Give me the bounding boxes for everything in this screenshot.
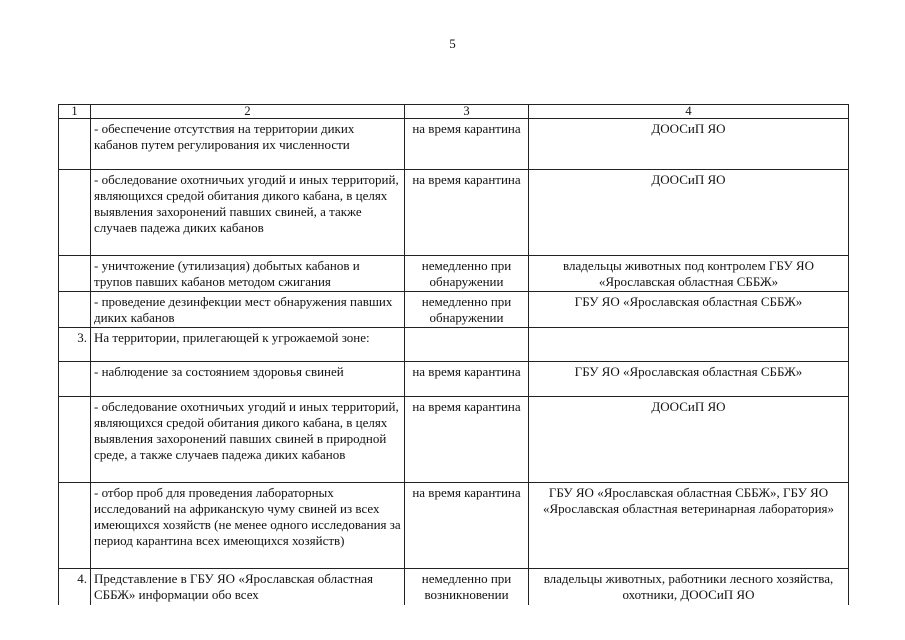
header-cell: 1	[59, 105, 91, 119]
term-text	[405, 328, 529, 362]
header-cell: 3	[405, 105, 529, 119]
executor-text	[529, 328, 849, 362]
measure-text: - обследование охотничьих угодий и иных территорий, являющихся средой обитания дикого кабана, в целях выявления захоронений павших свиней, а также случаев падежа диких кабанов	[91, 170, 405, 256]
term-text: немедленно при обнаружении	[405, 292, 529, 328]
table-header-row	[59, 105, 849, 119]
row-number	[59, 483, 91, 569]
measure-text: - отбор проб для проведения лабораторных исследований на африканскую чуму свиней из всех имеющихся хозяйств (не менее одного исследования за период карантина всех имеющихся хозяйств)	[91, 483, 405, 569]
executor-text: ДООСиП ЯО	[529, 119, 849, 170]
table-row	[59, 119, 849, 170]
row-number	[59, 397, 91, 483]
row-number: 4.	[59, 569, 91, 605]
row-number	[59, 170, 91, 256]
executor-text: ДООСиП ЯО	[529, 397, 849, 483]
term-text: на время карантина	[405, 397, 529, 483]
measure-text: - наблюдение за состоянием здоровья свиней	[91, 362, 405, 397]
measure-text: - обеспечение отсутствия на территории диких кабанов путем регулирования их численности	[91, 119, 405, 170]
table-row	[59, 328, 849, 362]
term-text: немедленно при обнаружении	[405, 256, 529, 292]
table-row	[59, 170, 849, 256]
row-number	[59, 362, 91, 397]
row-number	[59, 119, 91, 170]
executor-text: ДООСиП ЯО	[529, 170, 849, 256]
measure-text: Представление в ГБУ ЯО «Ярославская областная СББЖ» информации обо всех	[91, 569, 405, 605]
section-heading: На территории, прилегающей к угрожаемой зоне:	[91, 328, 405, 362]
table-row	[59, 256, 849, 292]
term-text: на время карантина	[405, 170, 529, 256]
term-text: на время карантина	[405, 119, 529, 170]
page-number: 5	[449, 36, 456, 51]
measure-text: - проведение дезинфекции мест обнаружения павших диких кабанов	[91, 292, 405, 328]
table-row	[59, 569, 849, 605]
term-text: на время карантина	[405, 483, 529, 569]
term-text: на время карантина	[405, 362, 529, 397]
term-text: немедленно при возникновении	[405, 569, 529, 605]
header-cell: 2	[91, 105, 405, 119]
header-cell: 4	[529, 105, 849, 119]
table-row	[59, 397, 849, 483]
measures-table	[58, 104, 849, 605]
executor-text: владельцы животных, работники лесного хозяйства, охотники, ДООСиП ЯО	[529, 569, 849, 605]
row-number	[59, 292, 91, 328]
executor-text: ГБУ ЯО «Ярославская областная СББЖ», ГБУ ЯО «Ярославская областная ветеринарная лаборатория»	[529, 483, 849, 569]
table-row	[59, 292, 849, 328]
measure-text: - обследование охотничьих угодий и иных территорий, являющихся средой обитания дикого кабана, в целях выявления захоронений павших свиней в природной среде, а также случаев падежа диких кабанов	[91, 397, 405, 483]
executor-text: ГБУ ЯО «Ярославская областная СББЖ»	[529, 292, 849, 328]
table-row	[59, 362, 849, 397]
table-row	[59, 483, 849, 569]
row-number: 3.	[59, 328, 91, 362]
measure-text: - уничтожение (утилизация) добытых кабанов и трупов павших кабанов методом сжигания	[91, 256, 405, 292]
executor-text: владельцы животных под контролем ГБУ ЯО «Ярославская областная СББЖ»	[529, 256, 849, 292]
row-number	[59, 256, 91, 292]
executor-text: ГБУ ЯО «Ярославская областная СББЖ»	[529, 362, 849, 397]
